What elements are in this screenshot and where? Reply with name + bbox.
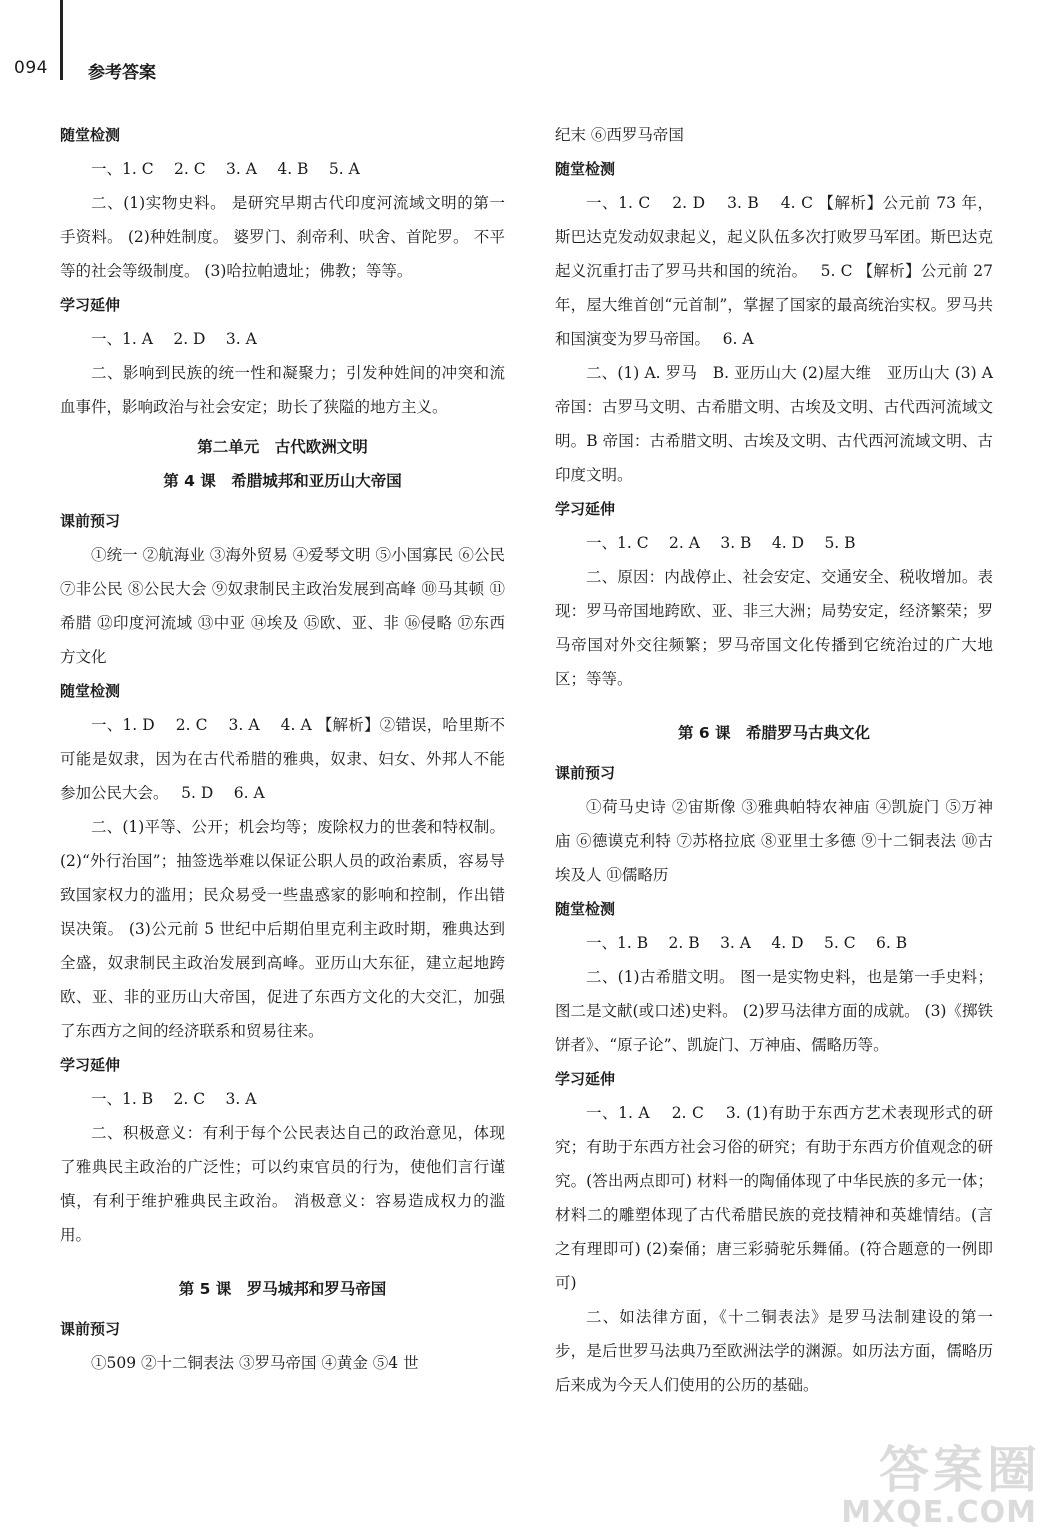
answer-paragraph: 二、(1)实物史料。 是研究早期古代印度河流域文明的第一手资料。 (2)种姓制度。 婆罗门、刹帝利、吠舍、首陀罗。 不平等的社会等级制度。 (3)哈拉帕遗址；佛教；等等。 [60, 194, 505, 280]
answer-paragraph: 二、(1) A. 罗马 B. 亚历山大 (2)屋大维 亚历山大 (3) A 帝国：古罗马文明、古希腊文明、古埃及文明、古代西河流域文明。B 帝国：古希腊文明、古埃及文明、古代西河流域文明、古印度文明。 [555, 364, 993, 484]
answer-paragraph: 二、积极意义：有利于每个公民表达自己的政治意见，体现了雅典民主政治的广泛性；可以约束官员的行为，使他们言行谨慎，有利于维护雅典民主政治。 消极意义：容易造成权力的滥用。 [60, 1124, 505, 1244]
watermark-logo [841, 1430, 1041, 1530]
section-heading: 随堂检测 [60, 126, 121, 144]
answer-paragraph: 一、1. D 2. C 3. A 4. A 【解析】②错误，哈里斯不可能是奴隶，因为在古代希腊的雅典，奴隶、妇女、外邦人不能参加公民大会。 5. D 6. A [60, 716, 505, 802]
section-heading: 学习延伸 [555, 500, 616, 518]
section-heading: 学习延伸 [555, 1070, 616, 1088]
section-heading: 随堂检测 [60, 682, 121, 700]
answer-paragraph: 二、如法律方面，《十二铜表法》是罗马法制建设的第一步，是后世罗马法典乃至欧洲法学的渊源。如历法方面，儒略历后来成为今天人们使用的公历的基础。 [555, 1308, 993, 1394]
answer-paragraph: 一、1. C 2. D 3. B 4. C 【解析】公元前 73 年，斯巴达克发动奴隶起义，起义队伍多次打败罗马军团。斯巴达克起义沉重打击了罗马共和国的统治。 5. C 【解析】公元前 27 年，屋大维首创“元首制”，掌握了国家的最高统治实权。罗马共和国演变为罗马帝国。 6. A [555, 194, 993, 348]
section-heading: 学习延伸 [60, 1056, 121, 1074]
lesson-title: 第 5 课 罗马城邦和罗马帝国 [178, 1280, 387, 1298]
left-column [60, 118, 505, 1380]
section-heading: 课前预习 [555, 764, 616, 782]
answer-paragraph: 一、1. C 2. C 3. A 4. B 5. A [91, 160, 360, 178]
answer-paragraph: ①统一 ②航海业 ③海外贸易 ④爱琴文明 ⑤小国寡民 ⑥公民 ⑦非公民 ⑧公民大会 ⑨奴隶制民主政治发展到高峰 ⑩马其顿 ⑪希腊 ⑫印度河流域 ⑬中亚 ⑭埃及 ⑮欧、亚、非 ⑯侵略 ⑰东西方文化 [60, 546, 505, 666]
unit-title: 第二单元 古代欧洲文明 [197, 438, 368, 456]
watermark-url: MXQE.COM [841, 1495, 1037, 1530]
lesson-title: 第 6 课 希腊罗马古典文化 [677, 724, 871, 742]
answer-paragraph: 二、(1)古希腊文明。 图一是实物史料，也是第一手史料；图二是文献(或口述)史料。 (2)罗马法律方面的成就。 (3)《掷铁饼者》、“原子论”、凯旋门、万神庙、儒略历等。 [555, 968, 993, 1054]
header-rule [60, 0, 63, 80]
right-column [555, 118, 993, 1402]
answer-paragraph: 纪末 ⑥西罗马帝国 [555, 126, 684, 144]
answer-paragraph: 一、1. A 2. C 3. (1)有助于东西方艺术表现形式的研究；有助于东西方社会习俗的研究；有助于东西方价值观念的研究。(答出两点即可) 材料一的陶俑体现了中华民族的多元一体；材料二的雕塑体现了古代希腊民族的竞技精神和英雄情结。(言之有理即可) (2)秦俑；唐三彩骑驼乐舞俑。(符合题意的一例即可) [555, 1104, 993, 1292]
answer-paragraph: 一、1. C 2. A 3. B 4. D 5. B [586, 534, 856, 552]
section-heading: 课前预习 [60, 512, 121, 530]
answer-paragraph: 一、1. B 2. C 3. A [91, 1090, 257, 1108]
page-header [0, 0, 1053, 90]
answer-paragraph: 二、原因：内战停止、社会安定、交通安全、税收增加。表现：罗马帝国地跨欧、亚、非三大洲；局势安定，经济繁荣；罗马帝国对外交往频繁；罗马帝国文化传播到它统治过的广大地区；等等。 [555, 568, 993, 688]
lesson-title: 第 4 课 希腊城邦和亚历山大帝国 [163, 472, 402, 490]
section-heading: 随堂检测 [555, 900, 616, 918]
section-heading: 课前预习 [60, 1320, 121, 1338]
page-number: 094 [14, 58, 48, 78]
answer-paragraph: 一、1. A 2. D 3. A [91, 330, 257, 348]
section-heading: 随堂检测 [555, 160, 616, 178]
answer-paragraph: ①509 ②十二铜表法 ③罗马帝国 ④黄金 ⑤4 世 [91, 1354, 419, 1372]
header-title: 参考答案 [88, 63, 156, 83]
watermark-text: 答案圈 [879, 1441, 1041, 1499]
answer-paragraph: 二、影响到民族的统一性和凝聚力；引发种姓间的冲突和流血事件，影响政治与社会安定；助长了狭隘的地方主义。 [60, 364, 505, 416]
answer-paragraph: ①荷马史诗 ②宙斯像 ③雅典帕特农神庙 ④凯旋门 ⑤万神庙 ⑥德谟克利特 ⑦苏格拉底 ⑧亚里士多德 ⑨十二铜表法 ⑩古埃及人 ⑪儒略历 [555, 798, 993, 884]
answer-paragraph: 二、(1)平等、公开；机会均等；废除权力的世袭和特权制。 (2)“外行治国”；抽签选举难以保证公职人员的政治素质，容易导致国家权力的滥用；民众易受一些蛊惑家的影响和控制，作出错误决策。 (3)公元前 5 世纪中后期伯里克利主政时期，雅典达到全盛，奴隶制民主政治发展到高峰。亚历山大东征，建立起地跨欧、亚、非的亚历山大帝国，促进了东西方文化的大交汇，加强了东西方之间的经济联系和贸易往来。 [60, 818, 505, 1040]
section-heading: 学习延伸 [60, 296, 121, 314]
answer-paragraph: 一、1. B 2. B 3. A 4. D 5. C 6. B [586, 934, 908, 952]
